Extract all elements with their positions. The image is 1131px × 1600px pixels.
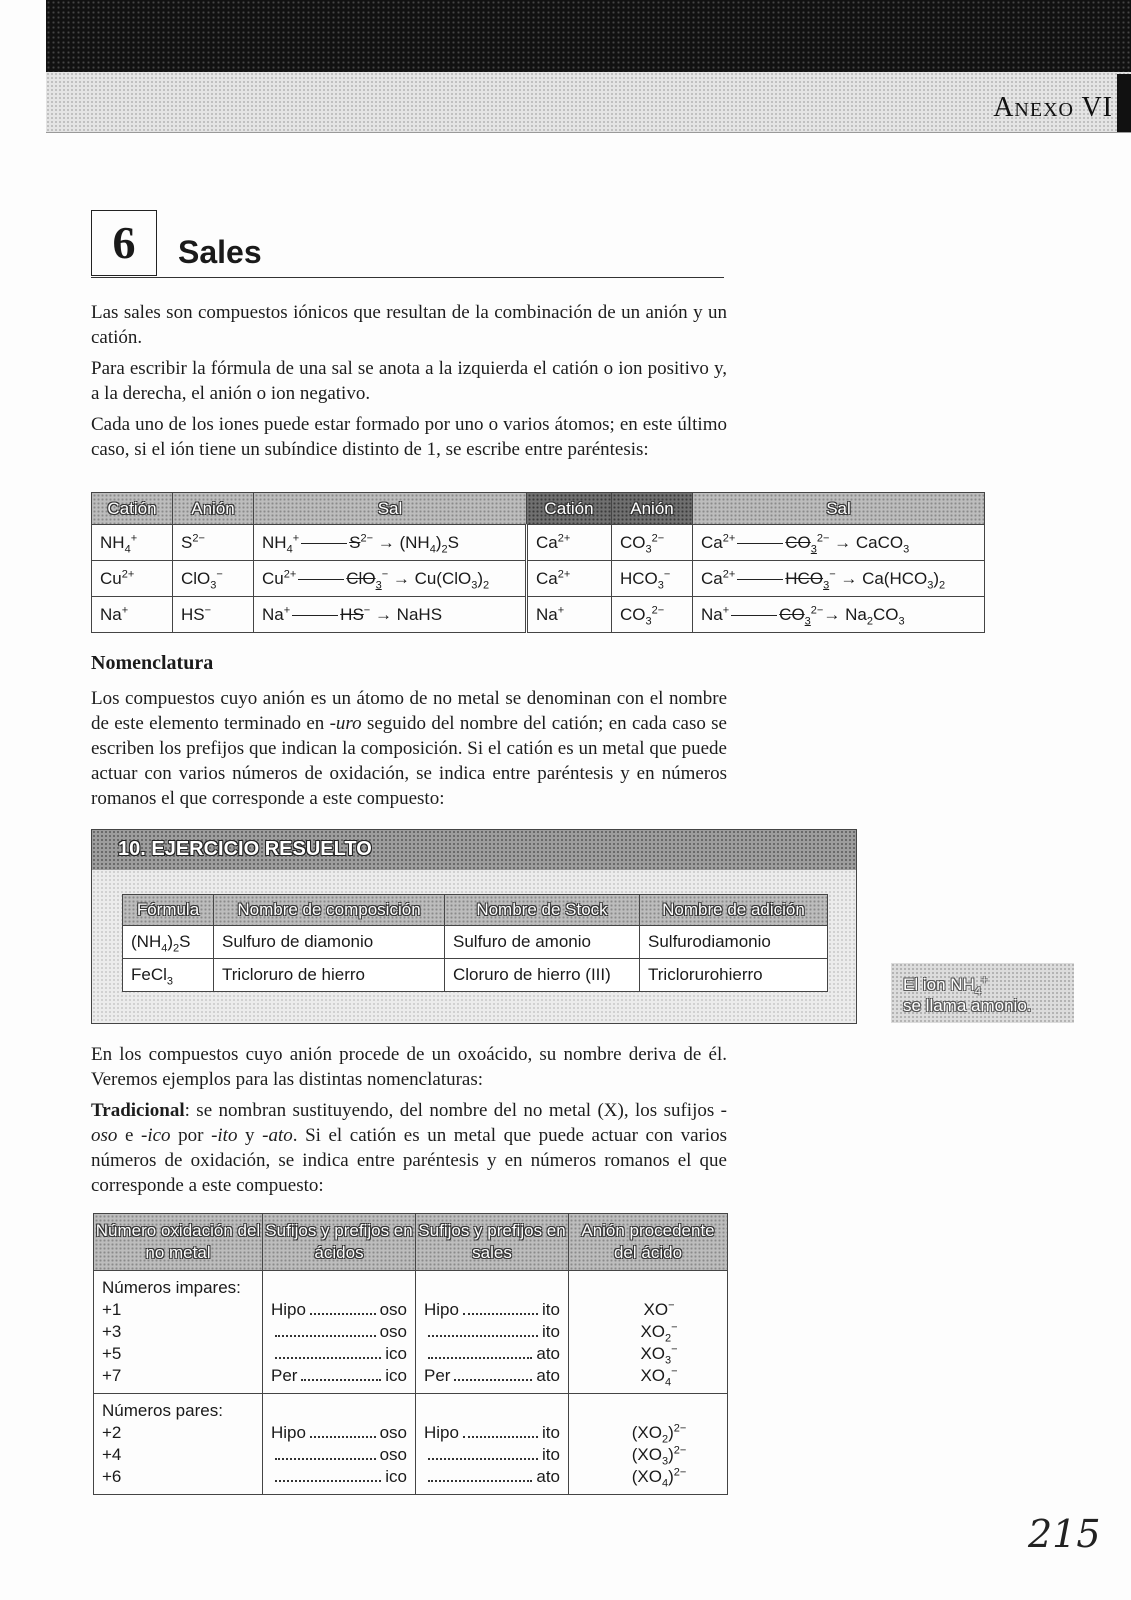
table-row <box>123 959 828 992</box>
table-row <box>92 525 985 561</box>
exercise-box <box>91 829 857 1024</box>
page-number: 215 <box>1028 1512 1101 1556</box>
salts-table <box>91 492 985 633</box>
suffix: ito <box>542 1423 560 1442</box>
acid-affix-cell <box>263 1394 416 1495</box>
suffix: ato <box>536 1366 560 1385</box>
prefix: Hipo <box>424 1423 459 1442</box>
suffix: ico <box>385 1344 407 1363</box>
header-composition: Nombre de composición <box>214 895 445 926</box>
suffix: ito <box>542 1322 560 1341</box>
ox-even-cell <box>94 1394 263 1495</box>
header-acid-affixes: Sufijos y prefijos en ácidos <box>263 1214 416 1271</box>
header-ox-number: Número oxidación del no metal <box>94 1214 263 1271</box>
cation-cell: Na+ <box>527 597 612 633</box>
header-salt: Sal <box>254 493 527 525</box>
anion-value: $(XO_4)^{2-}$ <box>631 1466 687 1490</box>
oxo-text <box>91 1042 727 1204</box>
even-label: Números pares: <box>102 1401 223 1420</box>
suffix: oso <box>379 1445 407 1464</box>
suffix-oso: -oso <box>91 1100 727 1146</box>
anion-value: $(XO_3)^{2-}$ <box>631 1444 687 1468</box>
anion-cell: $CO_3^{2-}$ <box>612 525 693 561</box>
header-edge-bar <box>1117 74 1131 132</box>
traditional-text: por <box>170 1125 212 1146</box>
suffix-ico: -ico <box>141 1125 171 1146</box>
prefix: Hipo <box>271 1300 306 1319</box>
stock-cell: Sulfuro de amonio <box>445 926 640 959</box>
nomenclatura-heading: Nomenclatura <box>91 652 214 674</box>
anion-value: $XO_3^-$ <box>640 1343 678 1367</box>
composition-cell: Tricloruro de hierro <box>214 959 445 992</box>
ox-odd-cell <box>94 1271 263 1394</box>
header-salt-affixes: Sufijos y prefijos en sales <box>416 1214 569 1271</box>
traditional-text: y <box>237 1125 263 1146</box>
nomenclatura-text-1: Los compuestos cuyo anión es un átomo de no metal se denominan con el nombre de este elemento terminado en <box>91 688 727 734</box>
side-note <box>891 963 1074 1023</box>
exercise-table <box>122 894 828 992</box>
ox-value: +4 <box>102 1445 122 1464</box>
table-row <box>94 1271 728 1394</box>
oxo-intro: En los compuestos cuyo anión procede de un oxoácido, su nombre deriva de él. Veremos ejemplos para las distintas nomenclaturas: <box>91 1044 727 1090</box>
ox-value: +7 <box>102 1366 122 1385</box>
section-title: Sales <box>178 234 262 270</box>
salt-affix-cell <box>416 1271 569 1394</box>
salt-cell: Na+ $CO_3^{2-}\to Na_2CO_3$ <box>693 597 985 633</box>
cation-cell: $Ca^{2+}$ <box>527 561 612 597</box>
annex-label: Anexo VI <box>993 92 1113 123</box>
header-cation-2: Catión <box>527 493 612 525</box>
prefix: Per <box>424 1366 451 1385</box>
oxidation-table <box>93 1213 728 1495</box>
ox-value: +5 <box>102 1344 122 1363</box>
suffix: ato <box>536 1344 560 1363</box>
table-row <box>94 1394 728 1495</box>
anion-cell: $S^{2-}$ <box>173 525 254 561</box>
traditional-text: e <box>117 1125 142 1146</box>
exercise-title: 10. EJERCICIO RESUELTO <box>118 838 372 860</box>
ox-value: +6 <box>102 1467 122 1486</box>
table-row <box>92 597 985 633</box>
acid-affix-cell <box>263 1271 416 1394</box>
anion-cell: ClO$_3$− <box>173 561 254 597</box>
salt-cell: $Cu^{2+}$ $ClO_3^- \to Cu(ClO_3)_2$ <box>254 561 527 597</box>
oxo-traditional <box>91 1098 727 1198</box>
anion-value: $(XO_2)^{2-}$ <box>631 1422 687 1446</box>
salt-cell: $NH_4^+$ $S^{2-} \to (NH_4)_2S$ <box>254 525 527 561</box>
odd-label: Números impares: <box>102 1278 241 1297</box>
header-light-band <box>46 72 1131 133</box>
anion-cell: HS− <box>173 597 254 633</box>
formula-cell: $(NH_4)_2S$ <box>123 926 214 959</box>
anion-value: XO− <box>643 1299 675 1319</box>
header-cation: Catión <box>92 493 173 525</box>
formula-cell: FeCl$_3$ <box>123 959 214 992</box>
nomenclatura-text <box>91 686 727 817</box>
ox-value: +2 <box>102 1423 122 1442</box>
header-anion-source: Anión procedente del ácido <box>569 1214 728 1271</box>
prefix: Hipo <box>271 1423 306 1442</box>
traditional-label: Tradicional <box>91 1100 185 1121</box>
section-rule <box>91 277 724 278</box>
anion-cell: $HCO_3^-$ <box>612 561 693 597</box>
ox-value: +3 <box>102 1322 122 1341</box>
intro-text <box>91 300 727 468</box>
table-row <box>123 926 828 959</box>
cation-cell: Na+ <box>92 597 173 633</box>
salt-cell: $Ca^{2+}$ $HCO_3^- \to Ca(HCO_3)_2$ <box>693 561 985 597</box>
anion-cell: $CO_3^{2-}$ <box>612 597 693 633</box>
header-dark-band <box>46 0 1131 72</box>
header-stock: Nombre de Stock <box>445 895 640 926</box>
header-anion-2: Anión <box>612 493 693 525</box>
suffix-ito: -ito <box>211 1125 238 1146</box>
anion-value: $XO_2^-$ <box>640 1321 678 1345</box>
table-row <box>92 561 985 597</box>
salt-cell: $Ca^{2+}$ $CO_3^{2-}$ → CaCO$_3$ <box>693 525 985 561</box>
cation-cell: $Cu^{2+}$ <box>92 561 173 597</box>
traditional-text: . Si el catión es un metal que puede actuar con varios números de oxidación, se indica entre paréntesis y en números romanos el que corresponde a este compuesto: <box>91 1125 727 1196</box>
intro-paragraph-3: Cada uno de los iones puede estar formado por uno o varios átomos; en este último caso, si el ión tiene un subíndice distinto de 1, se escribe entre paréntesis: <box>91 414 727 460</box>
cation-cell: $Ca^{2+}$ <box>527 525 612 561</box>
suffix: oso <box>379 1423 407 1442</box>
header-salt-2: Sal <box>693 493 985 525</box>
cation-cell: $NH_4^+$ <box>92 525 173 561</box>
suffix-ato: -ato <box>262 1125 293 1146</box>
suffix: oso <box>379 1300 407 1319</box>
prefix: Per <box>271 1366 298 1385</box>
prefix: Hipo <box>424 1300 459 1319</box>
nomenclatura-text-2: seguido del nombre del catión; en cada caso se escriben los prefijos que indican la composición. Si el catión es un metal que puede actuar con varios números de oxidación, se indica entre paréntesis y en números romanos el que corresponde a este compuesto: <box>91 713 727 809</box>
ox-value: +1 <box>102 1300 122 1319</box>
header-anion: Anión <box>173 493 254 525</box>
anion-cell <box>569 1271 728 1394</box>
composition-cell: Sulfuro de diamonio <box>214 926 445 959</box>
side-note-text: El ion $NH_4^+$ se llama amonio. <box>903 974 1032 1015</box>
salt-affix-cell <box>416 1394 569 1495</box>
suffix-uro: -uro <box>329 713 362 734</box>
addition-cell: Sulfurodiamonio <box>640 926 828 959</box>
suffix: ito <box>542 1300 560 1319</box>
exercise-header <box>92 830 856 870</box>
suffix: ato <box>536 1467 560 1486</box>
intro-paragraph-1: Las sales son compuestos iónicos que resultan de la combinación de un anión y un catión. <box>91 302 727 348</box>
stock-cell: Cloruro de hierro (III) <box>445 959 640 992</box>
salt-cell: Na+ HS− → NaHS <box>254 597 527 633</box>
intro-paragraph-2: Para escribir la fórmula de una sal se anota a la izquierda el catión o ion positivo y, a la derecha, el anión o ion negativo. <box>91 358 727 404</box>
anion-cell <box>569 1394 728 1495</box>
suffix: ico <box>385 1467 407 1486</box>
section-number: 6 <box>91 210 157 276</box>
anion-value: $XO_4^-$ <box>640 1365 678 1389</box>
header-addition: Nombre de adición <box>640 895 828 926</box>
nomenclatura-paragraph <box>91 686 727 811</box>
suffix: ico <box>385 1366 407 1385</box>
addition-cell: Triclorurohierro <box>640 959 828 992</box>
header-formula: Fórmula <box>123 895 214 926</box>
suffix: oso <box>379 1322 407 1341</box>
traditional-text: : se nombran sustituyendo, del nombre del no metal (X), los sufijos <box>184 1100 721 1121</box>
suffix: ito <box>542 1445 560 1464</box>
